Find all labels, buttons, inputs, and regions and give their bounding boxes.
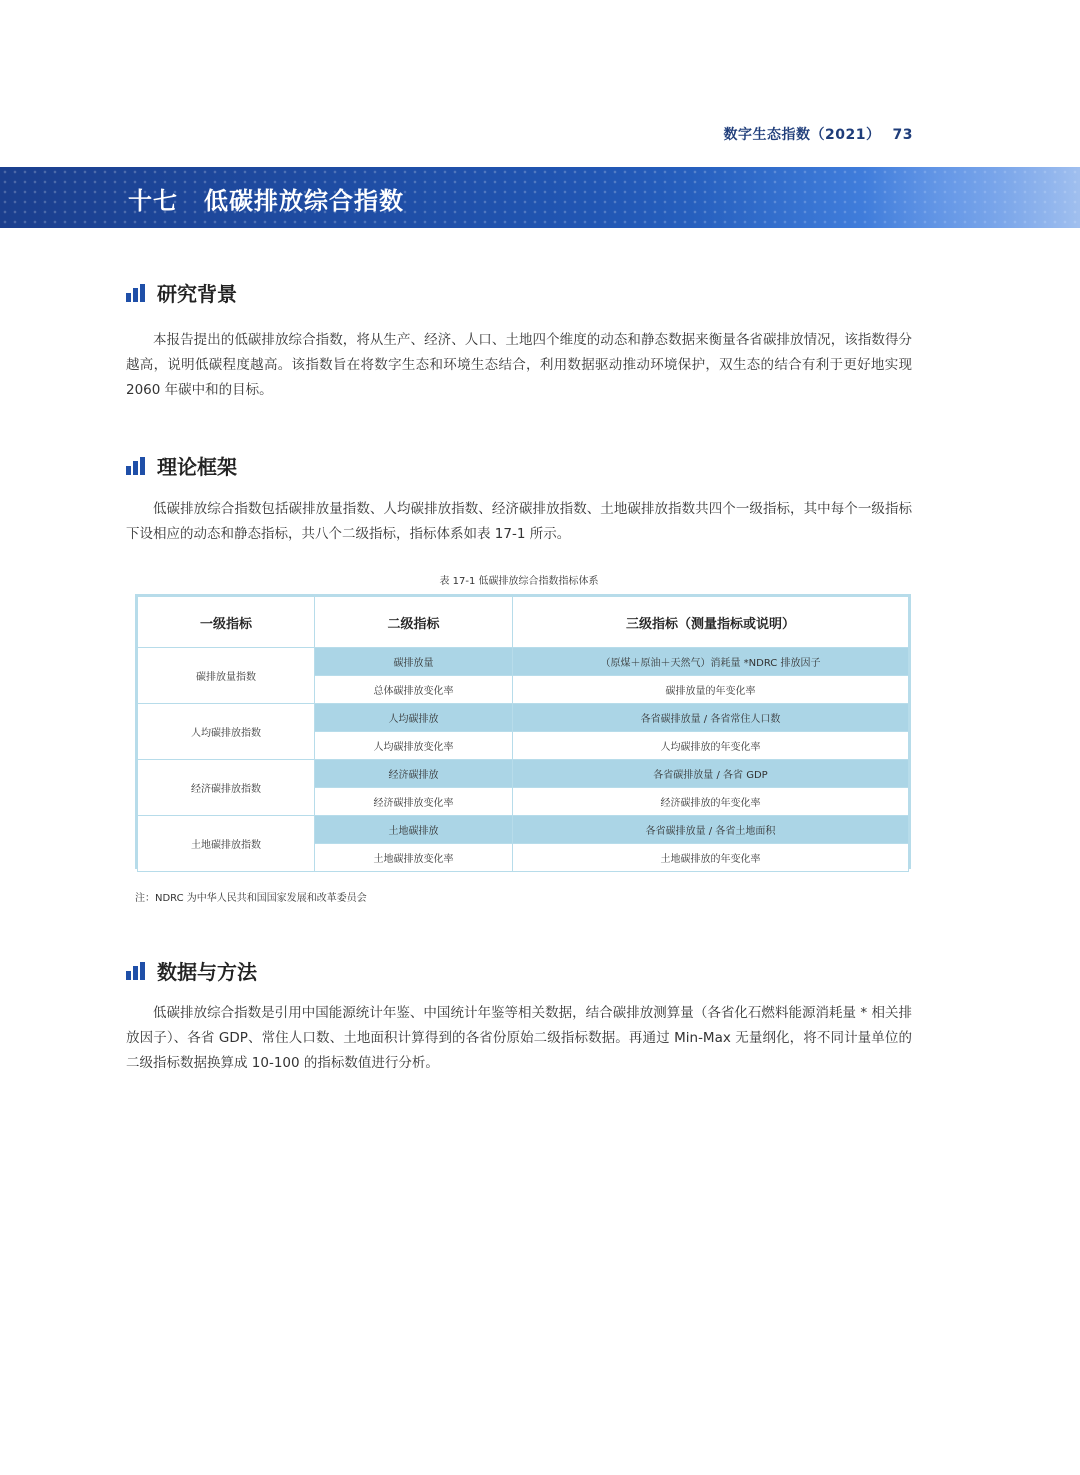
header-cell-secondary: 二级指标 bbox=[315, 597, 513, 648]
secondary-indicator-cell: 土地碳排放变化率 bbox=[315, 844, 513, 872]
publication-title: 数字生态指数（2021） bbox=[723, 127, 881, 143]
tertiary-indicator-cell: 碳排放量的年变化率 bbox=[513, 676, 909, 704]
tertiary-indicator-cell: 各省碳排放量 / 各省土地面积 bbox=[513, 816, 909, 844]
secondary-indicator-cell: 经济碳排放变化率 bbox=[315, 788, 513, 816]
section-heading-text: 理论框架 bbox=[157, 455, 237, 479]
table-caption: 表 17-1 低碳排放综合指数指标体系 bbox=[439, 576, 599, 587]
header-cell-primary: 一级指标 bbox=[138, 597, 315, 648]
indicator-table bbox=[135, 594, 911, 869]
table-row bbox=[138, 704, 909, 732]
bar-chart-icon bbox=[126, 962, 145, 980]
page-number: 73 bbox=[892, 127, 913, 143]
tertiary-indicator-cell: 各省碳排放量 / 各省 GDP bbox=[513, 760, 909, 788]
header-cell-tertiary: 三级指标（测量指标或说明） bbox=[513, 597, 909, 648]
tertiary-indicator-cell: 土地碳排放的年变化率 bbox=[513, 844, 909, 872]
secondary-indicator-cell: 经济碳排放 bbox=[315, 760, 513, 788]
section-heading-text: 研究背景 bbox=[157, 282, 237, 306]
secondary-indicator-cell: 土地碳排放 bbox=[315, 816, 513, 844]
tertiary-indicator-cell: 各省碳排放量 / 各省常住人口数 bbox=[513, 704, 909, 732]
section-heading-framework bbox=[126, 451, 237, 480]
chapter-title-text: 低碳排放综合指数 bbox=[204, 187, 404, 215]
section-body-framework: 低碳排放综合指数包括碳排放量指数、人均碳排放指数、经济碳排放指数、土地碳排放指数共四个一级指标，其中每个一级指标下设相应的动态和静态指标，共八个二级指标，指标体系如表 17-1 所示。 bbox=[126, 501, 912, 542]
bar-chart-icon bbox=[126, 457, 145, 475]
secondary-indicator-cell: 碳排放量 bbox=[315, 648, 513, 676]
table-row bbox=[138, 760, 909, 788]
running-header bbox=[724, 124, 913, 144]
primary-indicator-cell: 人均碳排放指数 bbox=[138, 704, 315, 760]
tertiary-indicator-cell: 经济碳排放的年变化率 bbox=[513, 788, 909, 816]
chapter-title bbox=[128, 181, 404, 216]
secondary-indicator-cell: 人均碳排放变化率 bbox=[315, 732, 513, 760]
primary-indicator-cell: 碳排放量指数 bbox=[138, 648, 315, 704]
primary-indicator-cell: 经济碳排放指数 bbox=[138, 760, 315, 816]
section-heading-data-methods bbox=[126, 956, 257, 985]
tertiary-indicator-cell: 人均碳排放的年变化率 bbox=[513, 732, 909, 760]
tertiary-indicator-cell: （原煤＋原油＋天然气）消耗量 *NDRC 排放因子 bbox=[513, 648, 909, 676]
section-body-data-methods: 低碳排放综合指数是引用中国能源统计年鉴、中国统计年鉴等相关数据，结合碳排放测算量（各省化石燃料能源消耗量 * 相关排放因子）、各省 GDP、常住人口数、土地面积计算得到的各省份原始二级指标数据。再通过 Min-Max 无量纲化，将不同计量单位的二级指标数据换算成 10-100 的指标数值进行分析。 bbox=[126, 1005, 912, 1071]
secondary-indicator-cell: 人均碳排放 bbox=[315, 704, 513, 732]
secondary-indicator-cell: 总体碳排放变化率 bbox=[315, 676, 513, 704]
chapter-number: 十七 bbox=[128, 187, 178, 215]
table-row bbox=[138, 816, 909, 844]
table-note: 注：NDRC 为中华人民共和国国家发展和改革委员会 bbox=[135, 893, 367, 904]
section-heading-text: 数据与方法 bbox=[157, 960, 257, 984]
primary-indicator-cell: 土地碳排放指数 bbox=[138, 816, 315, 872]
section-body-background: 本报告提出的低碳排放综合指数，将从生产、经济、人口、土地四个维度的动态和静态数据来衡量各省碳排放情况，该指数得分越高，说明低碳程度越高。该指数旨在将数字生态和环境生态结合，利用数据驱动推动环境保护，双生态的结合有利于更好地实现 2060 年碳中和的目标。 bbox=[126, 332, 912, 398]
section-heading-background bbox=[126, 278, 237, 307]
bar-chart-icon bbox=[126, 284, 145, 302]
table-header-row bbox=[138, 597, 909, 648]
table-row bbox=[138, 648, 909, 676]
chapter-banner bbox=[0, 167, 1080, 228]
